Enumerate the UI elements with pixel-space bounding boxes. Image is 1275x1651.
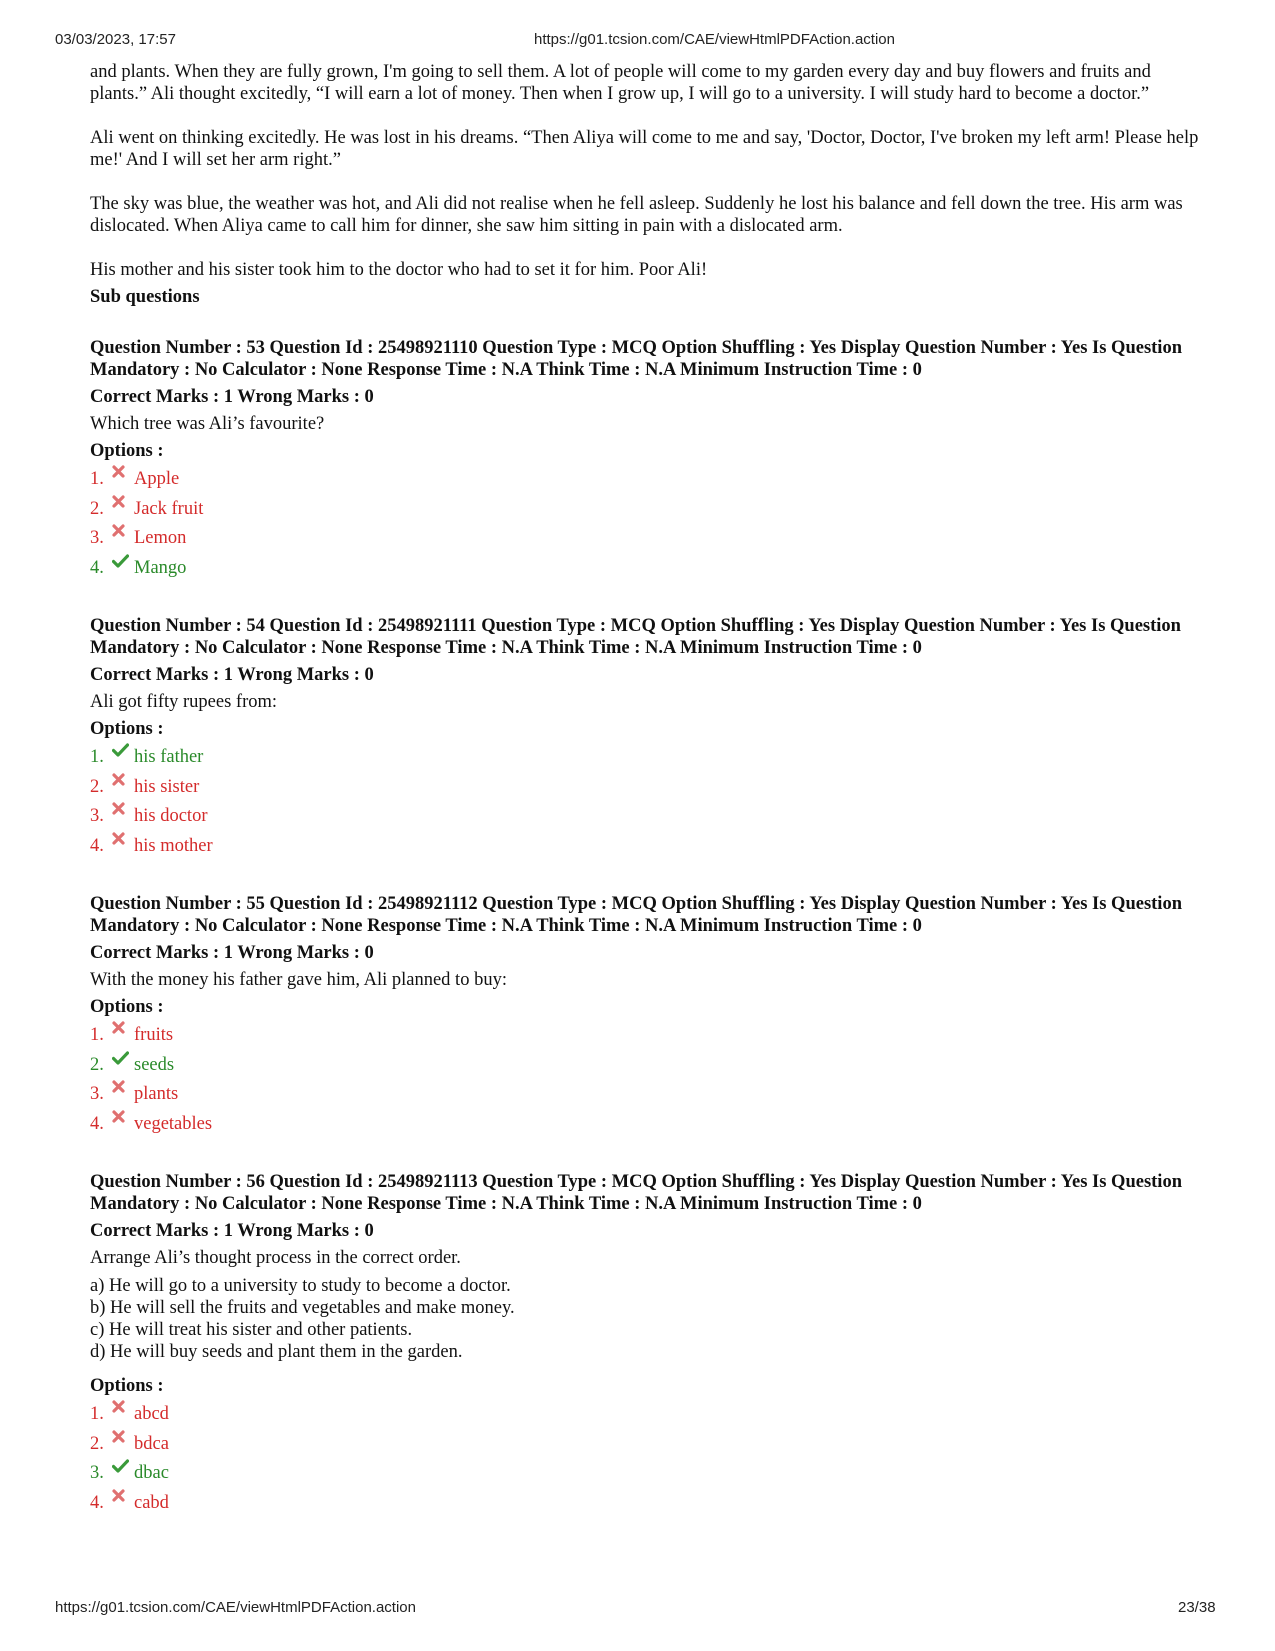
option-wrong [90,468,1205,498]
question-text: Which tree was Ali’s favourite? [90,414,325,434]
option-label: plants [134,1084,179,1104]
option-correct [90,557,1205,587]
option-number: 1. [90,747,104,767]
option-number: 4. [90,835,104,856]
cross-icon [112,1080,134,1093]
question-meta: Question Number : 53 Question Id : 25498921110 Question Type : MCQ Option Shuffling : Yes Display Question Number : Yes Is Question Mandatory : No Calculator : None Response Time : N.A Think Time : N.A Minimum Instruction Time : 0 [90,338,1182,380]
cross-icon [112,495,134,508]
passage-paragraph: His mother and his sister took him to the doctor who had to set it for him. Poor Ali! [90,260,708,280]
question-marks: Correct Marks : 1 Wrong Marks : 0 [90,1221,374,1241]
option-correct [90,1054,1205,1084]
sub-questions-heading: Sub questions [90,287,200,307]
option-wrong [90,1083,1205,1113]
check-icon [112,1051,134,1065]
passage-paragraph: The sky was blue, the weather was hot, and Ali did not realise when he fell asleep. Suddenly he lost his balance and fell down the tree. His arm was dislocated. When Aliya came to call him for dinner, she saw him sitting in pain with a dislocated arm. [90,194,1183,236]
options-heading: Options : [90,997,164,1017]
option-number: 3. [90,806,104,826]
option-label: Mango [134,557,187,578]
option-label: seeds [134,1054,175,1075]
option-number: 1. [90,1025,104,1045]
option-label: his mother [134,835,213,856]
question-block [90,1171,1205,1521]
option-number: 4. [90,1492,104,1513]
option-correct [90,746,1205,776]
option-label: his father [134,747,204,767]
option-label: Apple [134,469,180,489]
passage-paragraph: and plants. When they are fully grown, I'm going to sell them. A lot of people will come to my garden every day and buy flowers and fruits and plants.” Ali thought excitedly, “I will earn a lot of money. Then when I grow up, I will go to a university. I will study hard to become a doctor.” [90,62,1151,104]
statement-item: d) He will buy seeds and plant them in the garden. [90,1342,463,1362]
question-marks: Correct Marks : 1 Wrong Marks : 0 [90,387,374,407]
option-wrong [90,776,1205,806]
question-meta: Question Number : 56 Question Id : 25498921113 Question Type : MCQ Option Shuffling : Yes Display Question Number : Yes Is Question Mandatory : No Calculator : None Response Time : N.A Think Time : N.A Minimum Instruction Time : 0 [90,1172,1182,1214]
option-label: his doctor [134,806,208,826]
cross-icon [112,465,134,478]
option-wrong [90,498,1205,528]
option-label: Jack fruit [134,498,204,519]
footer-url: https://g01.tcsion.com/CAE/viewHtmlPDFAction.action [55,1599,416,1616]
options-heading: Options : [90,441,164,461]
option-number: 1. [90,469,104,489]
question-statement-list [90,1275,1205,1363]
statement-item: c) He will treat his sister and other patients. [90,1320,413,1340]
options-heading: Options : [90,1376,164,1396]
option-wrong [90,835,1205,865]
cross-icon [112,773,134,786]
question-text: Ali got fifty rupees from: [90,692,278,712]
question-marks: Correct Marks : 1 Wrong Marks : 0 [90,943,374,963]
cross-icon [112,1430,134,1443]
option-label: fruits [134,1025,174,1045]
cross-icon [112,832,134,845]
cross-icon [112,1021,134,1034]
check-icon [112,1459,134,1473]
header-datetime: 03/03/2023, 17:57 [55,31,176,48]
passage-paragraph: Ali went on thinking excitedly. He was lost in his dreams. “Then Aliya will come to me and say, 'Doctor, Doctor, I've broken my left arm! Please help me!' And I will set her arm right.” [90,128,1199,170]
option-label: vegetables [134,1113,213,1134]
option-number: 1. [90,1404,104,1424]
question-meta: Question Number : 55 Question Id : 25498921112 Question Type : MCQ Option Shuffling : Yes Display Question Number : Yes Is Question Mandatory : No Calculator : None Response Time : N.A Think Time : N.A Minimum Instruction Time : 0 [90,894,1182,936]
question-block [90,615,1205,864]
question-block [90,893,1205,1142]
statement-item: a) He will go to a university to study to become a doctor. [90,1276,511,1296]
option-label: Lemon [134,528,187,548]
option-number: 4. [90,557,104,578]
option-number: 2. [90,1054,104,1075]
question-text: With the money his father gave him, Ali planned to buy: [90,970,507,990]
check-icon [112,554,134,568]
option-label: dbac [134,1463,169,1483]
option-wrong [90,1433,1205,1463]
question-list [90,337,1205,1521]
option-label: his sister [134,776,200,797]
question-marks: Correct Marks : 1 Wrong Marks : 0 [90,665,374,685]
option-wrong [90,1113,1205,1143]
option-wrong [90,1024,1205,1054]
option-wrong [90,1492,1205,1522]
cross-icon [112,802,134,815]
option-number: 3. [90,1084,104,1104]
option-number: 3. [90,1463,104,1483]
option-number: 3. [90,528,104,548]
page-number: 23/38 [1178,1599,1216,1616]
option-wrong [90,805,1205,835]
question-block [90,337,1205,586]
statement-item: b) He will sell the fruits and vegetables and make money. [90,1298,515,1318]
cross-icon [112,1110,134,1123]
page-content [90,61,1205,1550]
option-wrong [90,1403,1205,1433]
option-number: 2. [90,776,104,797]
question-meta: Question Number : 54 Question Id : 25498921111 Question Type : MCQ Option Shuffling : Yes Display Question Number : Yes Is Question Mandatory : No Calculator : None Response Time : N.A Think Time : N.A Minimum Instruction Time : 0 [90,616,1181,658]
cross-icon [112,1400,134,1413]
option-label: bdca [134,1433,169,1454]
option-number: 2. [90,1433,104,1454]
option-label: abcd [134,1404,169,1424]
check-icon [112,743,134,757]
option-label: cabd [134,1492,169,1513]
option-correct [90,1462,1205,1492]
question-text: Arrange Ali’s thought process in the correct order. [90,1248,461,1268]
option-number: 4. [90,1113,104,1134]
options-heading: Options : [90,719,164,739]
cross-icon [112,524,134,537]
option-number: 2. [90,498,104,519]
cross-icon [112,1489,134,1502]
option-wrong [90,527,1205,557]
header-url: https://g01.tcsion.com/CAE/viewHtmlPDFAction.action [534,31,895,48]
